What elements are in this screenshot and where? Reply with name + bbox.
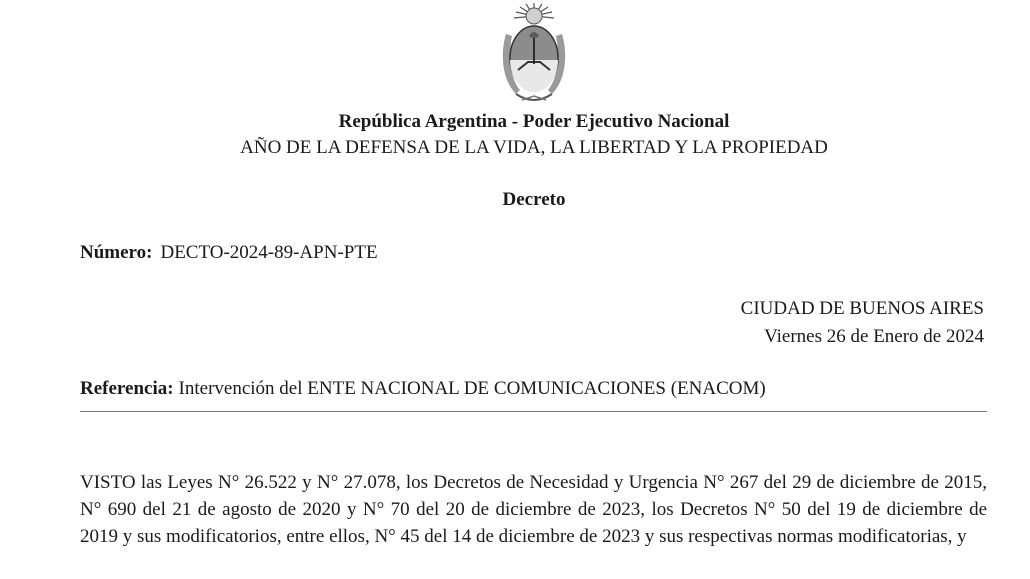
header-title: República Argentina - Poder Ejecutivo Nacional (338, 111, 730, 132)
document-place: CIUDAD DE BUENOS AIRES (740, 298, 984, 319)
document-reference-row (80, 377, 766, 401)
document-reference-label: Referencia: (80, 378, 174, 399)
document-date: Viernes 26 de Enero de 2024 (764, 326, 984, 347)
divider (80, 411, 987, 412)
document-number-value: DECTO-2024-89-APN-PTE (160, 242, 378, 263)
header-year-motto: AÑO DE LA DEFENSA DE LA VIDA, LA LIBERTAD Y LA PROPIEDAD (240, 137, 828, 158)
document-number-row (80, 241, 378, 265)
document-number-label: Número: (80, 242, 153, 263)
coat-of-arms-icon (496, 2, 572, 108)
document-reference-value: Intervención del ENTE NACIONAL DE COMUNICACIONES (ENACOM) (178, 378, 766, 399)
document-type: Decreto (502, 189, 566, 210)
body-paragraph: VISTO las Leyes N° 26.522 y N° 27.078, los Decretos de Necesidad y Urgencia N° 267 del 29 de diciembre de 2015, N° 690 del 21 de agosto de 2020 y N° 70 del 20 de diciembre de 2023, los Decretos N° 50 del 19 de diciembre de 2019 y sus modificatorios, entre ellos, N° 45 del 14 de diciembre de 2023 y sus respectivas normas modificatorias, y (80, 472, 987, 547)
